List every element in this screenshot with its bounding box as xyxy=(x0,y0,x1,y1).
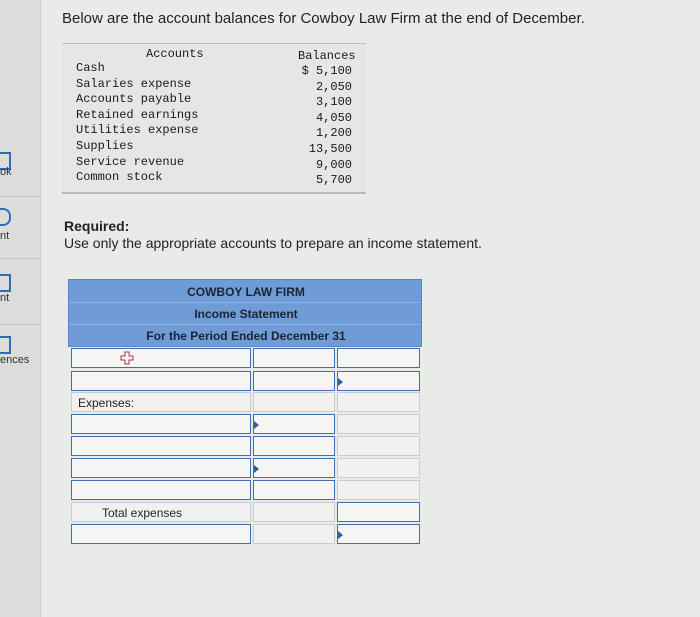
statement-period: For the Period Ended December 31 xyxy=(146,329,346,343)
account-balance: 2,050 xyxy=(315,79,352,94)
account-input[interactable] xyxy=(71,371,251,391)
dropdown-arrow-icon xyxy=(338,378,343,386)
account-name: Service revenue xyxy=(76,154,185,169)
references-icon xyxy=(0,336,11,354)
sidebar-item-label: ences xyxy=(0,354,30,366)
document-icon xyxy=(0,274,11,292)
amount-input[interactable] xyxy=(253,348,335,368)
empty-cell xyxy=(337,458,420,478)
income-statement-worksheet xyxy=(68,279,422,549)
statement-row xyxy=(68,371,422,393)
account-balance: 4,050 xyxy=(315,110,352,125)
account-name: Accounts payable xyxy=(76,92,192,107)
empty-cell xyxy=(253,524,335,544)
amount-input[interactable] xyxy=(253,371,335,391)
statement-row xyxy=(68,436,422,458)
sidebar-divider xyxy=(0,196,40,197)
statement-row xyxy=(68,392,422,414)
accounts-header: Accounts xyxy=(146,47,204,61)
account-balances-table xyxy=(62,43,366,194)
sidebar-item-label: ok xyxy=(0,166,12,178)
account-name: Retained earnings xyxy=(76,107,199,122)
required-instructions: Use only the appropriate accounts to prepare an income statement. xyxy=(64,235,482,251)
empty-cell xyxy=(337,436,420,456)
account-name: Utilities expense xyxy=(76,123,199,138)
account-name: Supplies xyxy=(76,138,134,153)
empty-cell xyxy=(337,414,420,434)
question-intro: Below are the account balances for Cowboy Law Firm at the end of December. xyxy=(62,10,585,27)
required-section xyxy=(64,218,482,251)
empty-cell xyxy=(253,502,335,522)
statement-row xyxy=(68,458,422,480)
total-input[interactable] xyxy=(337,371,420,391)
statement-row xyxy=(68,414,422,436)
statement-title: Income Statement xyxy=(194,307,298,321)
header-divider xyxy=(69,324,421,325)
account-balance: 9,000 xyxy=(315,157,352,172)
balances-header: Balances xyxy=(298,49,356,63)
required-title: Required: xyxy=(64,218,130,234)
header-divider xyxy=(69,302,421,303)
sidebar-divider xyxy=(0,258,40,259)
account-name: Common stock xyxy=(76,170,163,185)
account-name: Cash xyxy=(76,61,105,75)
dropdown-arrow-icon xyxy=(254,421,259,429)
account-input[interactable] xyxy=(71,436,251,456)
print-icon xyxy=(0,208,11,226)
expenses-label-cell xyxy=(71,392,251,412)
account-balance: 5,700 xyxy=(315,173,352,188)
empty-cell xyxy=(253,392,335,412)
account-names-column xyxy=(76,61,198,186)
account-input[interactable] xyxy=(71,480,251,500)
total-expenses-label: Total expenses xyxy=(102,506,183,520)
amount-input[interactable] xyxy=(253,436,335,456)
amount-input[interactable] xyxy=(253,458,335,478)
account-balance: 13,500 xyxy=(308,141,352,156)
total-input[interactable] xyxy=(337,524,420,544)
empty-cell xyxy=(337,480,420,500)
account-input[interactable] xyxy=(71,414,251,434)
table-bottom-rule xyxy=(62,192,366,194)
move-icon xyxy=(120,351,134,365)
income-statement-header xyxy=(68,279,422,347)
dropdown-arrow-icon xyxy=(338,531,343,539)
account-balance: 3,100 xyxy=(315,95,352,110)
account-balances-column xyxy=(292,64,352,189)
sidebar-item-label: nt xyxy=(0,292,10,304)
sidebar-item-label: nt xyxy=(0,230,10,242)
left-sidebar xyxy=(0,0,41,617)
company-name: COWBOY LAW FIRM xyxy=(187,285,305,299)
statement-row xyxy=(68,502,422,524)
total-expenses-label-cell xyxy=(71,502,251,522)
empty-cell xyxy=(337,392,420,412)
statement-row xyxy=(68,524,422,546)
statement-row xyxy=(68,348,422,370)
amount-input[interactable] xyxy=(253,414,335,434)
amount-input[interactable] xyxy=(253,480,335,500)
sidebar-divider xyxy=(0,324,40,325)
account-balance: 1,200 xyxy=(315,126,352,141)
account-input[interactable] xyxy=(71,458,251,478)
account-balance: $ 5,100 xyxy=(301,64,352,78)
account-name: Salaries expense xyxy=(76,76,192,91)
statement-row xyxy=(68,480,422,502)
total-input[interactable] xyxy=(337,348,420,368)
account-input[interactable] xyxy=(71,348,251,368)
expenses-label: Expenses: xyxy=(78,396,135,410)
total-expenses-input[interactable] xyxy=(337,502,420,522)
account-input[interactable] xyxy=(71,524,251,544)
dropdown-arrow-icon xyxy=(254,465,259,473)
